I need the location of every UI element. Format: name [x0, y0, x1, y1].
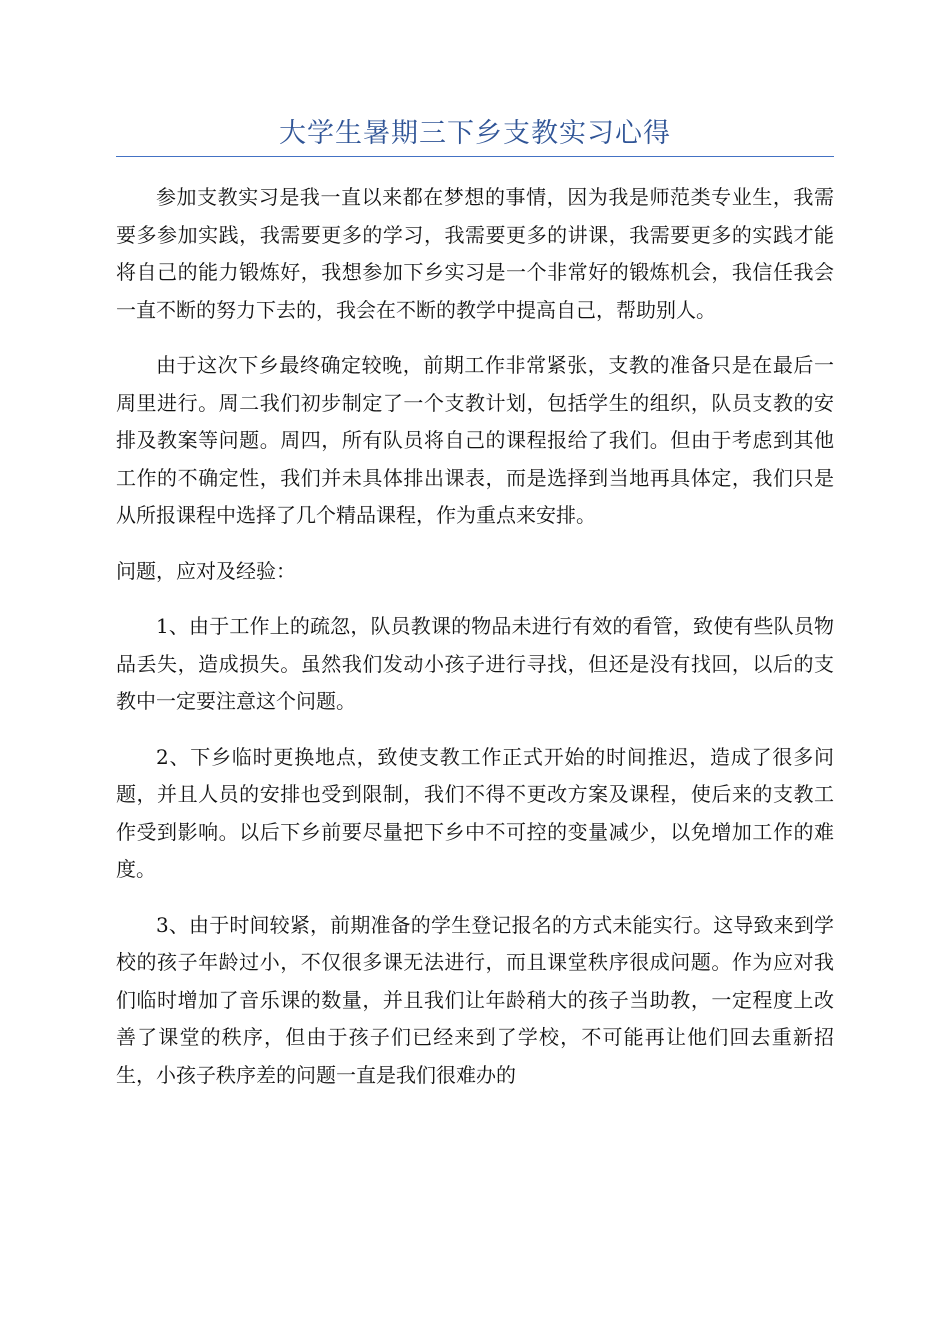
document-page — [116, 112, 834, 1112]
paragraph-issue-2: 2、下乡临时更换地点，致使支教工作正式开始的时间推迟，造成了很多问题，并且人员的安排也受到限制，我们不得不更改方案及课程，使后来的支教工作受到影响。以后下乡前要尽量把下乡中不可控的变量减少，以免增加工作的难度。 — [116, 744, 834, 881]
paragraph-intro: 参加支教实习是我一直以来都在梦想的事情，因为我是师范类专业生，我需要多参加实践，我需要更多的学习，我需要更多的讲课，我需要更多的实践才能将自己的能力锻炼好，我想参加下乡实习是一个非常好的锻炼机会，我信任我会一直不断的努力下去的，我会在不断的教学中提高自己，帮助别人。 — [116, 185, 834, 322]
title-underline — [116, 156, 834, 157]
paragraph-issue-3: 3、由于时间较紧，前期准备的学生登记报名的方式未能实行。这导致来到学校的孩子年龄过小，不仅很多课无法进行，而且课堂秩序很成问题。作为应对我们临时增加了音乐课的数量，并且我们让年龄稍大的孩子当助教，一定程度上改善了课堂的秩序，但由于孩子们已经来到了学校，不可能再让他们回去重新招生，小孩子秩序差的问题一直是我们很难办的 — [116, 912, 834, 1087]
paragraph-issues-heading: 问题，应对及经验： — [116, 558, 296, 583]
document-title: 大学生暑期三下乡支教实习心得 — [279, 118, 671, 149]
paragraph-preparation: 由于这次下乡最终确定较晚，前期工作非常紧张，支教的准备只是在最后一周里进行。周二我们初步制定了一个支教计划，包括学生的组织，队员支教的安排及教案等问题。周四，所有队员将自己的课程报给了我们。但由于考虑到其他工作的不确定性，我们并未具体排出课表，而是选择到当地再具体定，我们只是从所报课程中选择了几个精品课程，作为重点来安排。 — [116, 353, 834, 527]
paragraph-issue-1: 1、由于工作上的疏忽，队员教课的物品未进行有效的看管，致使有些队员物品丢失，造成损失。虽然我们发动小孩子进行寻找，但还是没有找回，以后的支教中一定要注意这个问题。 — [116, 614, 834, 713]
